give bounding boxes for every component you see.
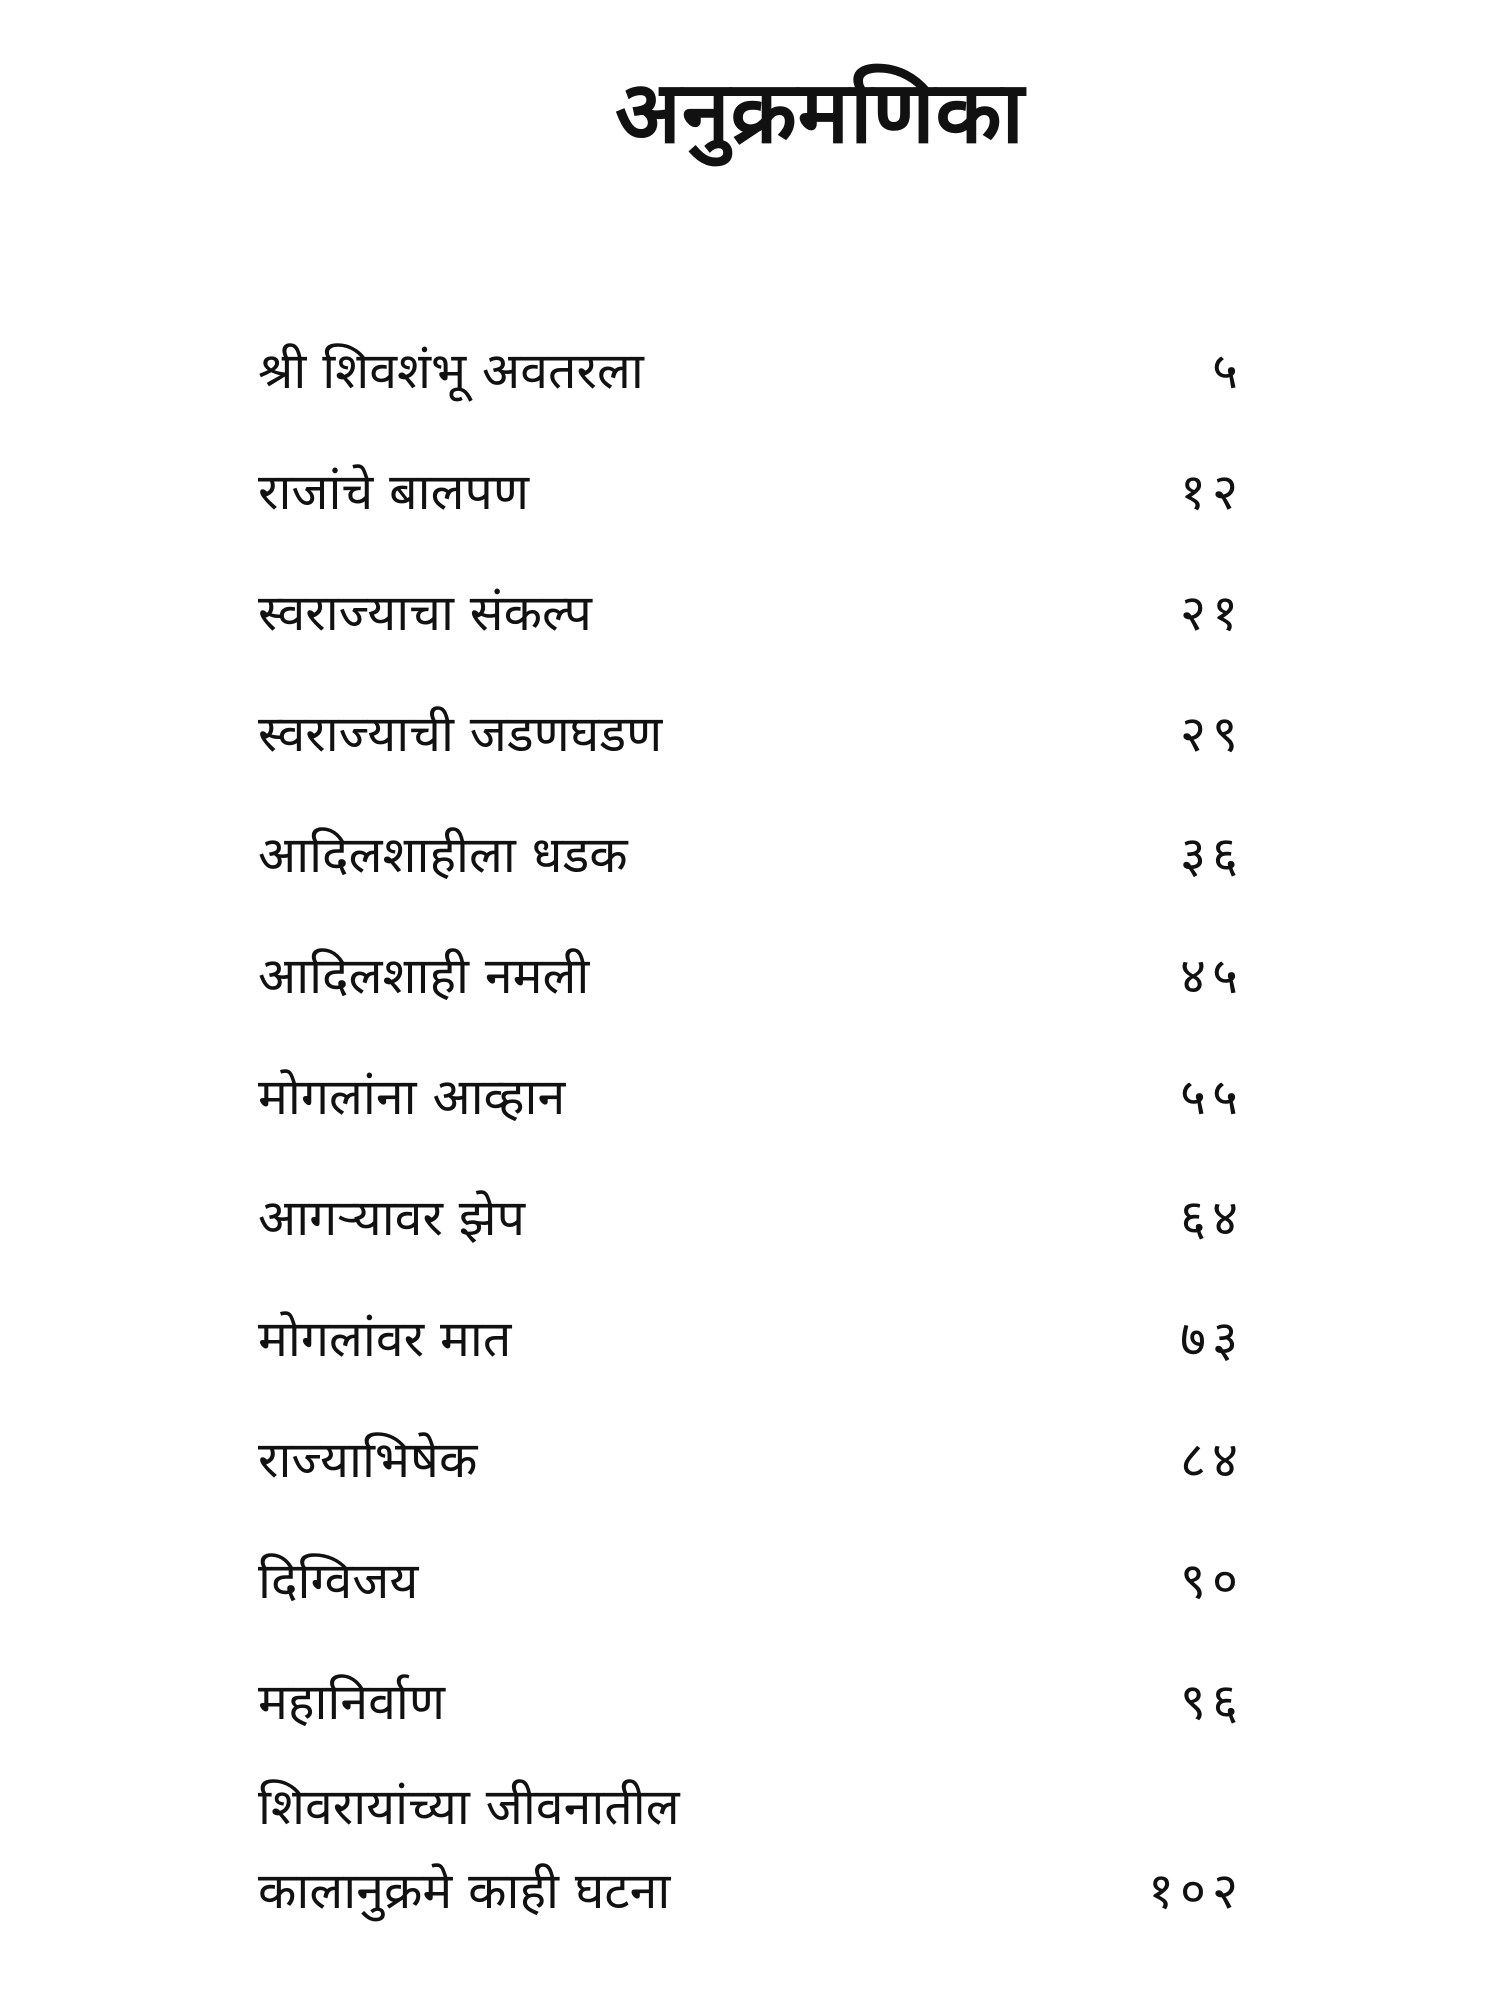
- toc-entry-page: ९०: [1180, 1551, 1244, 1610]
- toc-entry: [258, 1520, 1244, 1641]
- toc-entry-page: ५: [1212, 341, 1244, 400]
- toc-entry-title: आदिलशाही नमली: [258, 946, 590, 1005]
- toc-entry-page: ८४: [1180, 1430, 1244, 1489]
- toc-entry-title: राजांचे बालपण: [258, 462, 530, 521]
- toc-entry-title: श्री शिवशंभू अवतरला: [258, 341, 644, 400]
- toc-entry-title: स्वराज्याची जडणघडण: [258, 704, 663, 763]
- toc-entry: [258, 1641, 1244, 1762]
- toc-entry-title: मोगलांना आव्हान: [258, 1067, 566, 1126]
- toc-entry-title-line1: शिवरायांच्या जीवनातील: [258, 1778, 680, 1836]
- toc-entry: [258, 1157, 1244, 1278]
- toc-entry-page: ५५: [1180, 1067, 1244, 1126]
- toc-entry: [258, 1399, 1244, 1520]
- toc-entry-page: ६४: [1180, 1188, 1244, 1247]
- toc-entry-title: आगऱ्यावर झेप: [258, 1188, 525, 1247]
- toc-entry: [258, 1036, 1244, 1157]
- toc-entry: [258, 673, 1244, 794]
- toc-entry-multiline: [258, 1765, 1244, 1933]
- table-of-contents: [258, 310, 1244, 1762]
- toc-entry: [258, 794, 1244, 915]
- toc-entry-title-line2: कालानुक्रमे काही घटना: [258, 1862, 671, 1920]
- toc-entry-page: २९: [1180, 704, 1244, 763]
- toc-entry-title: आदिलशाहीला धडक: [258, 825, 628, 884]
- toc-entry: [258, 310, 1244, 431]
- toc-entry: [258, 915, 1244, 1036]
- toc-entry-page: १०२: [1148, 1862, 1244, 1920]
- toc-entry-title: मोगलांवर मात: [258, 1309, 512, 1368]
- toc-entry-page: ९६: [1180, 1672, 1244, 1731]
- toc-entry-title: राज्याभिषेक: [258, 1430, 478, 1489]
- page-title: अनुक्रमणिका: [615, 63, 1025, 163]
- toc-entry-page: ७३: [1180, 1309, 1244, 1368]
- toc-entry-title: महानिर्वाण: [258, 1672, 445, 1731]
- toc-entry-title: दिग्विजय: [258, 1551, 419, 1610]
- toc-entry: [258, 431, 1244, 552]
- toc-entry-page: ३६: [1180, 825, 1244, 884]
- toc-entry-page: ४५: [1180, 946, 1244, 1005]
- toc-entry: [258, 552, 1244, 673]
- toc-entry: [258, 1278, 1244, 1399]
- toc-entry-title: स्वराज्याचा संकल्प: [258, 583, 592, 642]
- toc-entry-page: २१: [1180, 583, 1244, 642]
- toc-entry-page: १२: [1180, 462, 1244, 521]
